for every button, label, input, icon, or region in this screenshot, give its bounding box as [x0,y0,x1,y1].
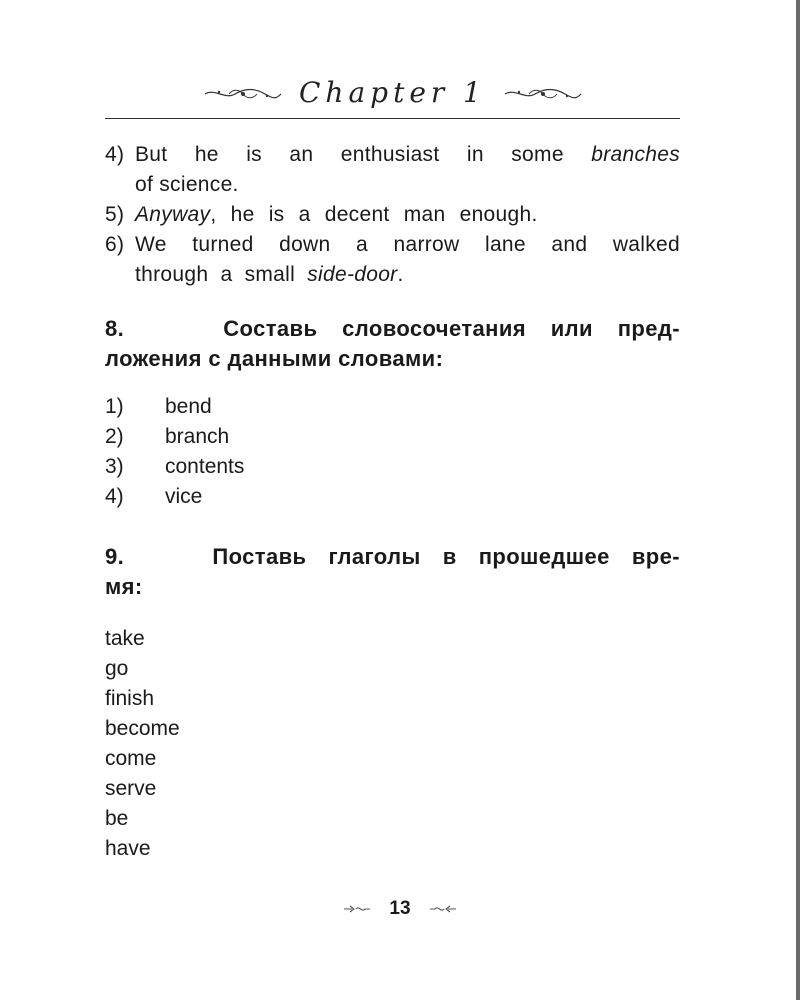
sentence-4-line-2: of science. [135,173,239,196]
sentence-number: 6) [105,233,125,256]
list-item: go [105,657,129,680]
sentence-5: 5) Anyway, he is a decent man enough. [105,200,680,230]
exercise-8-list [105,392,680,512]
emphasized-word: side-door [307,263,398,286]
sentence-number: 5) [105,203,125,226]
sentence-6-line-1: 6) We turned down a narrow lane and walked [105,230,680,260]
chapter-header [105,62,680,119]
list-item: 1) bend [105,395,212,418]
page-edge-strip [796,0,800,1000]
list-item: take [105,627,145,650]
list-item: finish [105,687,155,710]
page-number: 13 [389,898,411,919]
list-item: 2) branch [105,425,230,448]
list-item: come [105,747,157,770]
sentence-number: 4) [105,143,125,166]
exercise-9-heading: 9. Поставь глаголы в прошедшее вре- мя: [105,544,680,599]
list-item: be [105,807,129,830]
sentence-4-line-1: 4) But he is an enthusiast in some branches [105,140,680,170]
exercise-9-word-list [105,624,680,864]
sentence-6-line-2: through a small side-door. [135,263,404,286]
list-item: have [105,837,151,860]
exercise-number: 8. [105,316,125,341]
list-item: 3) contents [105,455,245,478]
page-footer [0,898,800,920]
right-flourish-ornament-icon [503,86,583,102]
footer-right-ornament-icon [429,904,457,914]
list-item: become [105,717,180,740]
list-item: 4) vice [105,485,203,508]
emphasized-word: Anyway [135,203,211,226]
page-content [105,140,680,864]
chapter-title: Chapter 1 [299,76,486,109]
exercise-8-heading: 8. Составь словосочетания или пред- ложения с данными словами: [105,316,680,371]
footer-left-ornament-icon [343,904,371,914]
emphasized-word: branches [591,143,681,166]
list-item: serve [105,777,157,800]
exercise-number: 9. [105,544,125,569]
